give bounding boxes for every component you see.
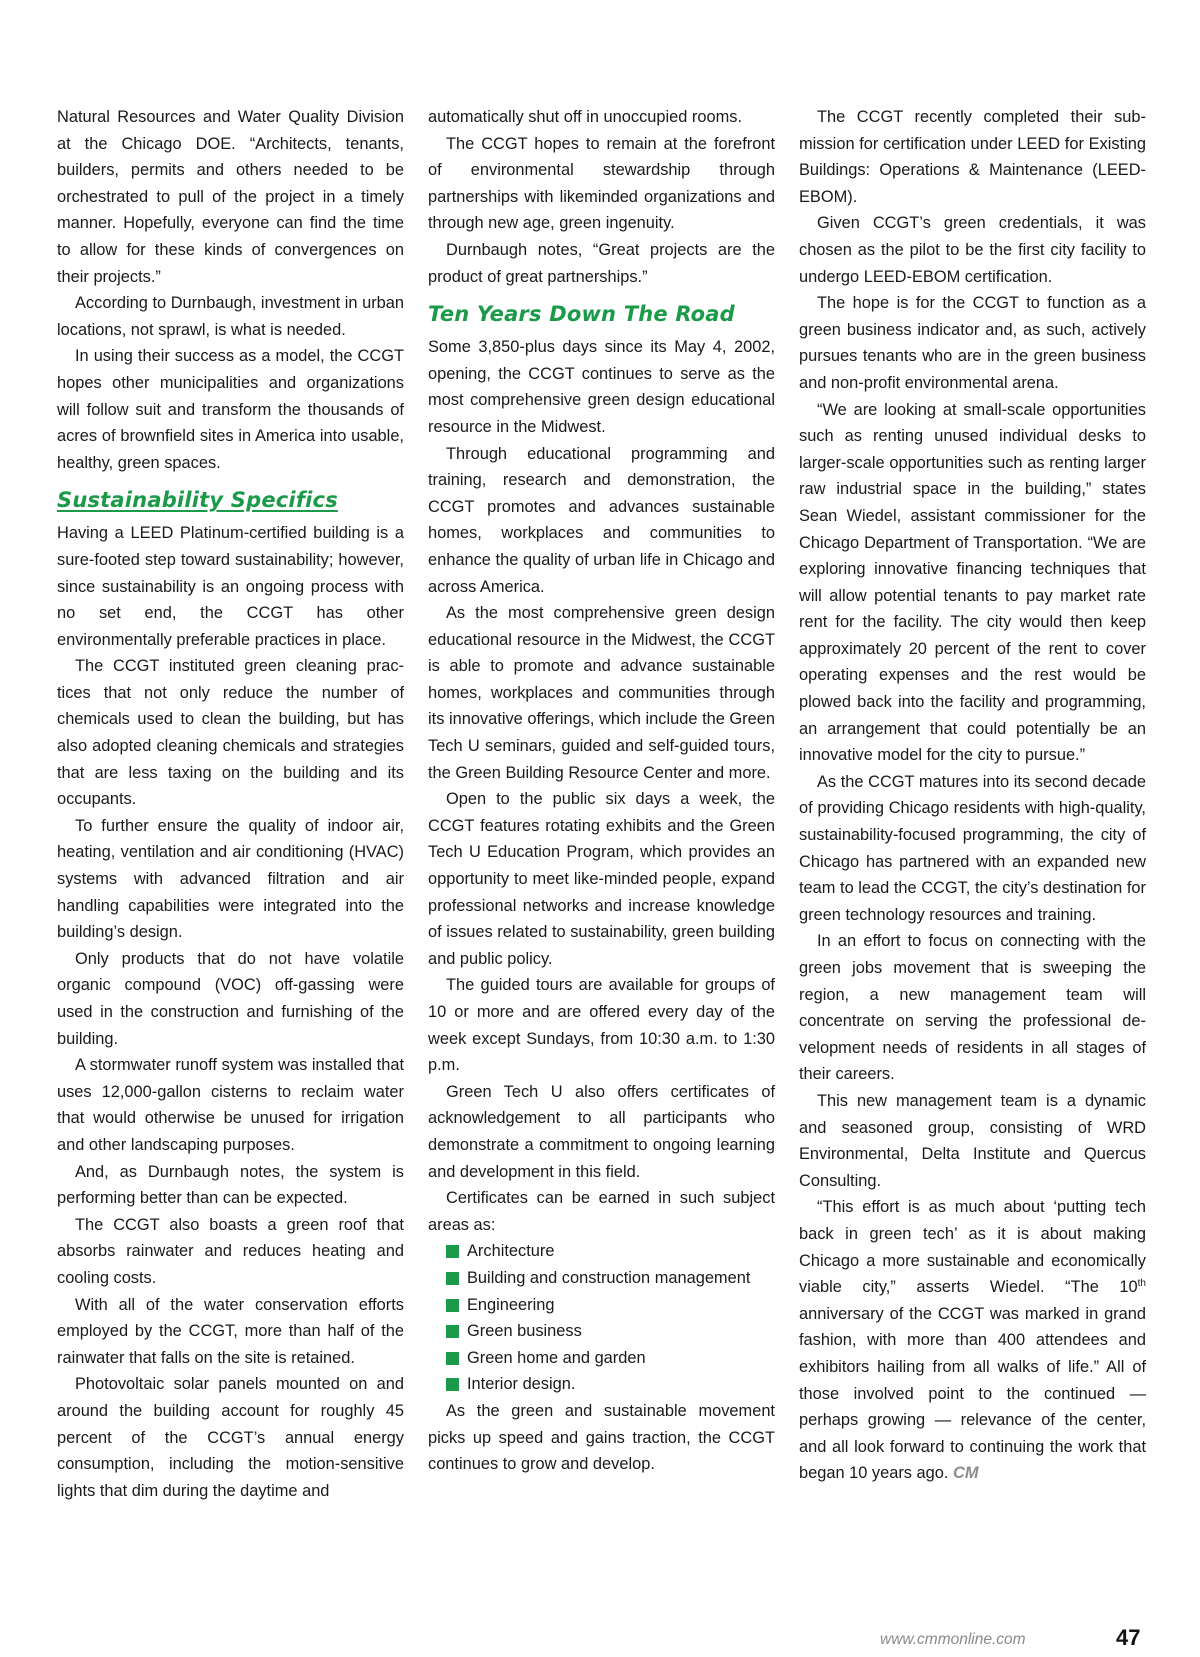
- paragraph: The hope is for the CCGT to function as a green business indicator and, as such, actively pursues tenants who are in the green business and non-profit environmental arena.: [799, 294, 1146, 392]
- paragraph: The CCGT instituted green cleaning practices that not only reduce the number of chemicals used to clean the building, but has also adopted cleaning chemicals and strategies that are less taxing on the building and its occupants.: [57, 657, 404, 809]
- paragraph: automatically shut off in unoccupied rooms.: [428, 108, 743, 126]
- end-signature: CM: [953, 1464, 979, 1483]
- paragraph: The guided tours are available for groups of 10 or more and are offered every day of the week except Sundays, from 10:30 a.m. to 1:30 p.m.: [428, 976, 775, 1075]
- column-3: [799, 104, 1146, 1487]
- list-item: Architecture: [446, 1238, 775, 1265]
- square-bullet-icon: [446, 1325, 459, 1338]
- paragraph: Having a LEED Platinum-certified building is a sure-footed step toward sustainability; however, since sustainability is an ongoing process with no set end, the CCGT has other environmentally preferable practices in place.: [57, 524, 404, 649]
- square-bullet-icon: [446, 1352, 459, 1365]
- footer-website-url: www.cmmonline.com: [880, 1631, 1026, 1648]
- list-item: Green home and garden: [446, 1345, 775, 1372]
- square-bullet-icon: [446, 1299, 459, 1312]
- square-bullet-icon: [446, 1245, 459, 1258]
- paragraph: In an effort to focus on connecting with the green jobs movement that is sweeping the region, a new management team will concentrate on serving the professional development needs of residents in all stages of their careers.: [799, 932, 1146, 1084]
- paragraph: Only products that do not have volatile organic compound (VOC) off-gassing were used in the construction and furnishing of the building.: [57, 949, 404, 1048]
- paragraph: In using their success as a model, the CCGT hopes other municipalities and organizations will follow suit and transform the thousands of acres of brownfield sites in America into usable, healthy, green spaces.: [57, 347, 404, 472]
- list-item: Green business: [446, 1318, 775, 1345]
- paragraph: To further ensure the quality of indoor air, heating, ventilation and air conditioning (HVAC) systems with advanced filtration and air handling capabilities were integrated into the building’s design.: [57, 816, 404, 942]
- paragraph: Natural Resources and Water Quality Division at the Chicago DOE. “Architects, tenants, builders, permits and others needed to be orchestrated to pull of the project in a timely manner. Hopefully, everyone can find the time to allow for these kinds of convergences on their projects.”: [57, 108, 404, 286]
- paragraph: “This effort is as much about ‘putting tech back in green tech’ as it is about making Chicago a more sustainable and economically viable city,” asserts Wiedel. “The 10th anniversary of the CCGT was marked in grand fashion, with more than 400 attendees and exhibitors hailing from all walks of life.” All of those involved point to the continued — perhaps growing — relevance of the center, and all look forward to continuing the work that began 10 years ago. CM: [799, 1198, 1146, 1483]
- paragraph: This new management team is a dynamic and seasoned group, consisting of WRD Environmental, Delta Institute and Quercus Consulting.: [799, 1091, 1146, 1190]
- list-item: Building and construction management: [446, 1265, 775, 1292]
- paragraph: “We are looking at small-scale opportunities such as renting unused individual desks to larger-scale opportunities such as renting larger raw industrial space in the building,” states Sean Wiedel, assistant commissioner for the Chicago Department of Transportation. “We are exploring innovative financing techniques that will allow potential tenants to pay market rate rent for the facility. The city would then keep approximately 20 percent of the rent to cover operating expenses and the rest would be plowed back into the facility and programming, an arrangement that could potentially be an innovative model for the city to pursue.”: [799, 400, 1146, 765]
- paragraph: The CCGT also boasts a green roof that absorbs rainwater and reduces heating and cooling costs.: [57, 1215, 404, 1287]
- list-item: Interior design.: [446, 1371, 775, 1398]
- section-heading-sustainability: Sustainability Specifics: [57, 488, 338, 513]
- paragraph: Open to the public six days a week, the CCGT features rotating exhibits and the Green Tech U Education Program, which provides an opportunity to meet like-minded people, expand professional networks and increase knowledge of issues related to sustainability, green building and public policy.: [428, 790, 775, 968]
- paragraph: As the green and sustainable movement picks up speed and gains traction, the CCGT continues to grow and develop.: [428, 1401, 775, 1474]
- paragraph: Green Tech U also offers certificates of acknowledgement to all participants who demonstrate a commitment to ongoing learning and development in this field.: [428, 1082, 775, 1181]
- paragraph: Certificates can be earned in such subject areas as:: [428, 1189, 775, 1234]
- column-2: [428, 104, 775, 1478]
- subject-areas-list: [428, 1238, 775, 1398]
- paragraph: And, as Durnbaugh notes, the system is performing better than can be expected.: [57, 1162, 404, 1208]
- list-item: Engineering: [446, 1292, 775, 1319]
- square-bullet-icon: [446, 1378, 459, 1391]
- paragraph: As the CCGT matures into its second decade of providing Chicago residents with high-quality, sustainability-focused programming, the city of Chicago has partnered with an expanded new team to lead the CCGT, the city’s destination for green technology resources and training.: [799, 772, 1146, 924]
- paragraph: As the most comprehensive green design educational resource in the Midwest, the CCGT is able to promote and advance sustainable homes, workplaces and communities through its innovative offerings, which include the Green Tech U seminars, guided and self-guided tours, the Green Building Resource Center and more.: [428, 604, 775, 782]
- paragraph: Given CCGT’s green credentials, it was chosen as the pilot to be the first city facility to undergo LEED-EBOM certification.: [799, 214, 1146, 286]
- paragraph: According to Durnbaugh, investment in urban locations, not sprawl, is what is needed.: [57, 294, 404, 339]
- paragraph: The CCGT hopes to remain at the forefront of environmental stewardship through partnerships with likeminded organizations and through new age, green ingenuity.: [428, 134, 775, 233]
- square-bullet-icon: [446, 1272, 459, 1285]
- paragraph: A stormwater runoff system was installed that uses 12,000-gallon cisterns to reclaim water that would otherwise be unused for irrigation and other landscaping purposes.: [57, 1056, 404, 1154]
- paragraph: The CCGT recently completed their submission for certification under LEED for Existing Buildings: Operations & Maintenance (LEED-EBOM).: [799, 108, 1146, 206]
- paragraph: Durnbaugh notes, “Great projects are the product of great partnerships.”: [428, 240, 775, 286]
- page-number: 47: [1116, 1625, 1141, 1650]
- column-1: [57, 104, 404, 1504]
- paragraph: Through educational programming and training, research and demonstration, the CCGT promotes and advances sustainable homes, workplaces and communities to enhance the quality of urban life in Chicago and across America.: [428, 444, 775, 596]
- paragraph: With all of the water conservation efforts employed by the CCGT, more than half of the rainwater that falls on the site is retained.: [57, 1295, 404, 1367]
- section-heading-ten-years: Ten Years Down The Road: [428, 302, 735, 327]
- paragraph: Photovoltaic solar panels mounted on and around the building account for roughly 45 percent of the CCGT’s annual energy consumption, including the motion-sensitive lights that dim during the daytime and: [57, 1375, 404, 1500]
- paragraph: Some 3,850-plus days since its May 4, 2002, opening, the CCGT continues to serve as the most comprehensive green design educational resource in the Midwest.: [428, 338, 775, 436]
